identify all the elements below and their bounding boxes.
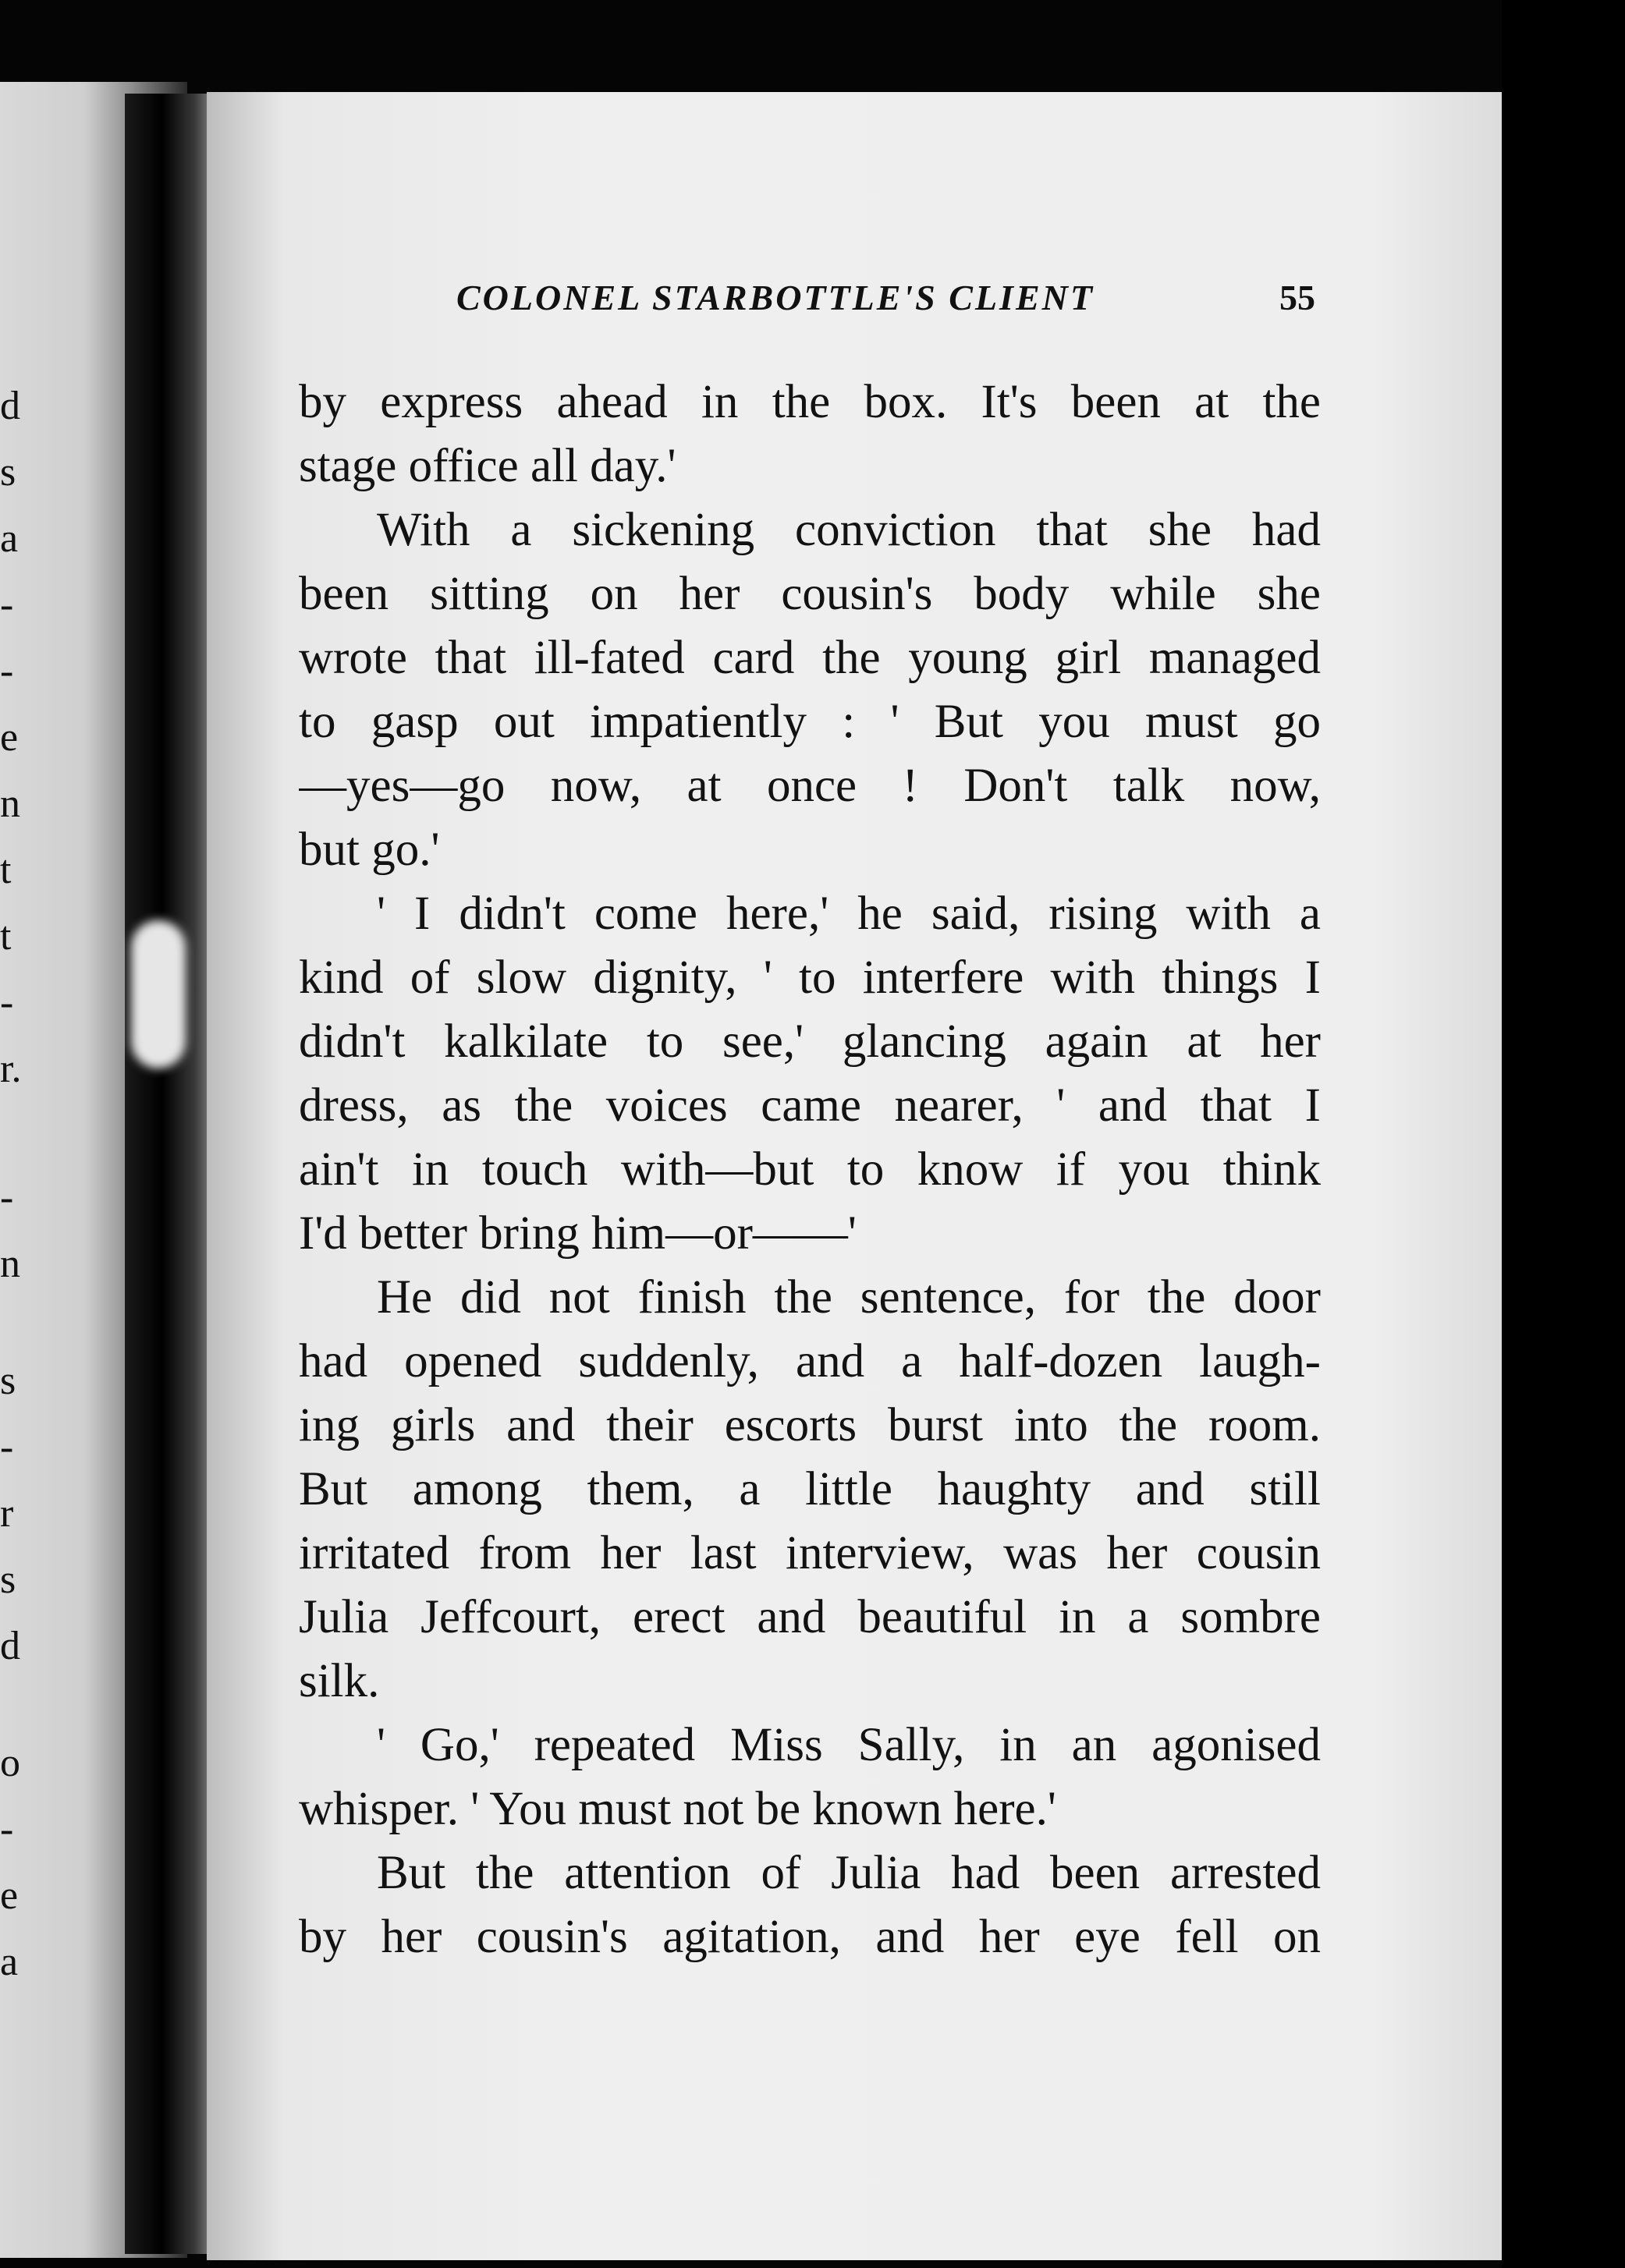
facing-page-fragment: - — [0, 583, 14, 627]
facing-page-fragment: - — [0, 1425, 14, 1469]
text-line: irritated from her last interview, was her cousin — [299, 1527, 1321, 1579]
facing-page-fragment: o — [0, 1741, 20, 1785]
body-text — [299, 370, 1321, 1969]
facing-page-fragment: - — [0, 1175, 14, 1220]
text-line: But the attention of Julia had been arrested — [377, 1847, 1321, 1899]
facing-page-fragment: s — [0, 450, 16, 494]
text-line: didn't kalkilate to see,' glancing again at her — [299, 1015, 1321, 1068]
text-line: but go.' — [299, 824, 440, 876]
text-line: whisper. ' You must not be known here.' — [299, 1783, 1056, 1835]
facing-page-fragment: - — [0, 1807, 14, 1852]
text-line: ing girls and their escorts burst into the room. — [299, 1399, 1321, 1451]
text-line: kind of slow dignity, ' to interfere with things I — [299, 951, 1321, 1004]
facing-page-fragment: - — [0, 980, 14, 1025]
scan-border — [1502, 0, 1625, 2268]
book-gutter-shadow — [125, 94, 218, 2254]
text-line: to gasp out impatiently : ' But you must go — [299, 696, 1321, 748]
running-head-title: COLONEL STARBOTTLE'S CLIENT — [456, 278, 1095, 317]
facing-page-fragment: r — [0, 1491, 14, 1536]
facing-page-fragment: t — [0, 848, 12, 892]
text-line: —yes—go now, at once ! Don't talk now, — [299, 760, 1321, 812]
text-line: silk. — [299, 1655, 380, 1707]
text-line: by express ahead in the box. It's been at the — [299, 376, 1321, 428]
facing-page-fragment: - — [0, 649, 14, 693]
paper-smudge — [131, 920, 186, 1068]
text-line: But among them, a little haughty and still — [299, 1463, 1321, 1515]
facing-page-fragment: s — [0, 1557, 16, 1602]
text-line: stage office all day.' — [299, 440, 676, 492]
facing-page-fragment: t — [0, 914, 12, 959]
text-line: ' I didn't come here,' he said, rising with a — [377, 888, 1321, 940]
facing-page-fragment: d — [0, 384, 20, 428]
facing-page-fragment: a — [0, 516, 19, 561]
text-line: dress, as the voices came nearer, ' and that I — [299, 1079, 1321, 1132]
text-line: wrote that ill-fated card the young girl managed — [299, 632, 1321, 684]
facing-page-fragment: e — [0, 1873, 19, 1918]
text-line: been sitting on her cousin's body while she — [299, 568, 1321, 620]
running-head — [250, 191, 1315, 317]
text-line: I'd better bring him—or——' — [299, 1207, 857, 1260]
text-line: Julia Jeffcourt, erect and beautiful in a sombre — [299, 1591, 1321, 1643]
text-line: by her cousin's agitation, and her eye fell on — [299, 1911, 1321, 1963]
facing-page-fragment: e — [0, 715, 19, 760]
page-number: 55 — [1279, 278, 1315, 317]
facing-page-fragment: d — [0, 1624, 20, 1668]
facing-page-fragment: s — [0, 1359, 16, 1403]
text-line: With a sickening conviction that she had — [377, 504, 1321, 556]
facing-page-fragment: n — [0, 781, 20, 826]
text-line: ain't in touch with—but to know if you think — [299, 1143, 1321, 1196]
facing-page-fragment: r. — [0, 1047, 22, 1091]
facing-page-fragment: n — [0, 1242, 20, 1286]
text-line: He did not finish the sentence, for the door — [377, 1271, 1321, 1324]
text-line: had opened suddenly, and a half-dozen laugh- — [299, 1335, 1321, 1387]
text-line: ' Go,' repeated Miss Sally, in an agonised — [377, 1719, 1321, 1771]
facing-page-fragment: a — [0, 1940, 19, 1984]
